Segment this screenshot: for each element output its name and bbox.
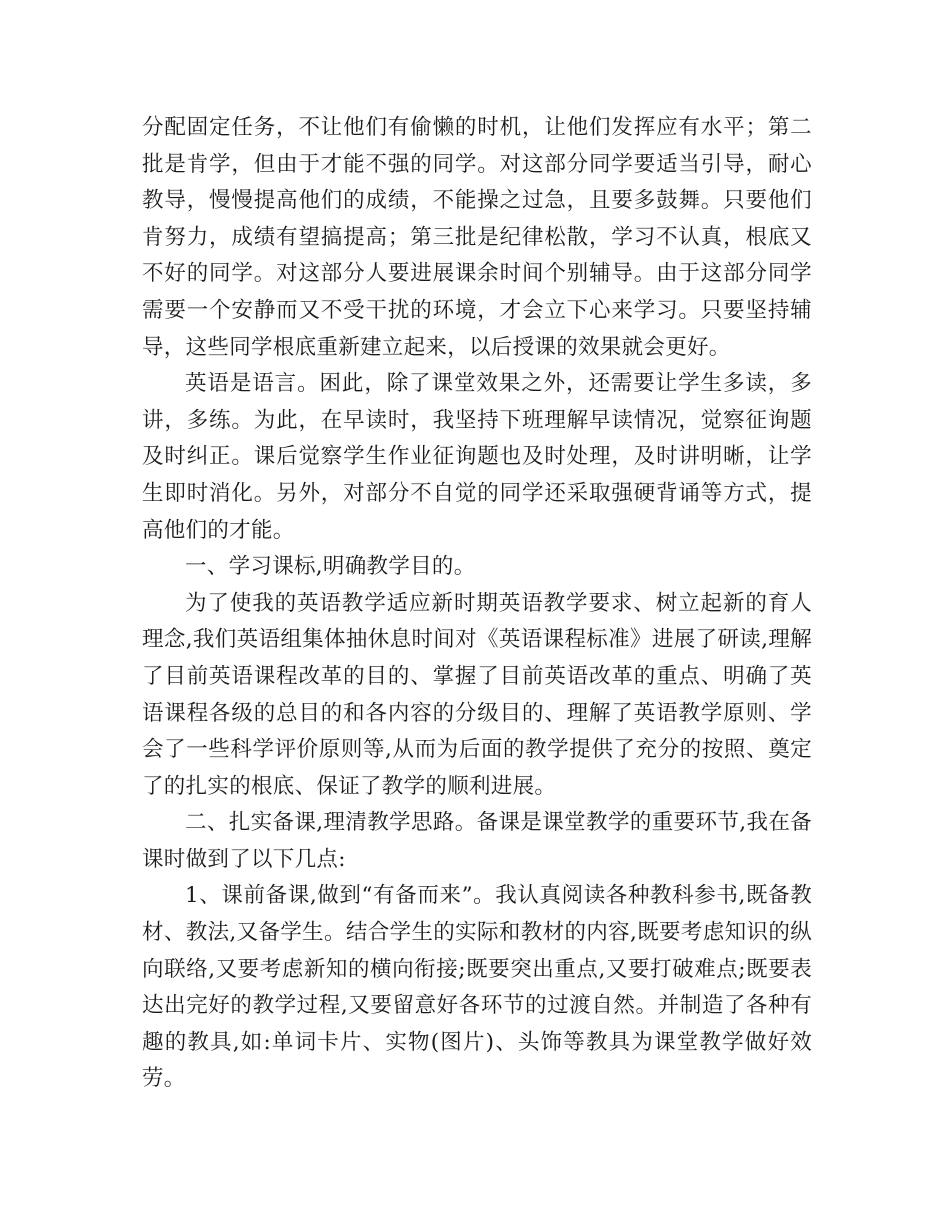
paragraph-english-is-language: 英语是语言。困此，除了课堂效果之外，还需要让学生多读，多讲，多练。为此，在早读时，我坚持下班理解早读情况，觉察征询题及时纠正。课后觉察学生作业征询题也及时处理，及时讲明晰，让学生即时消化。另外，对部分不自觉的同学还采取强硬背诵等方式，提高他们的才能。 bbox=[142, 371, 812, 543]
paragraph-continuation: 分配固定任务，不让他们有偷懒的时机，让他们发挥应有水平；第二批是肯学，但由于才能不强的同学。对这部分同学要适当引导，耐心教导，慢慢提高他们的成绩，不能操之过急，且要多鼓舞。只要他们肯努力，成绩有望搞提高；第三批是纪律松散，学习不认真，根底又不好的同学。对这部分人要进展课余时间个别辅导。由于这部分同学需要一个安静而又不受干扰的环境，才会立下心来学习。只要坚持辅导，这些同学根底重新建立起来，以后授课的效果就会更好。 bbox=[142, 115, 812, 360]
paragraph-curriculum-study: 为了使我的英语教学适应新时期英语教学要求、树立起新的育人理念,我们英语组集体抽休息时间对《英语课程标准》进展了研读,理解了目前英语课程改革的目的、掌握了目前英语改革的重点、明确了英语课程各级的总目的和各内容的分级目的、理解了英语教学原则、学会了一些科学评价原则等,从而为后面的教学提供了充分的按照、奠定了的扎实的根底、保证了教学的顺利进展。 bbox=[142, 590, 812, 799]
document-page bbox=[142, 110, 812, 1098]
paragraph-pre-class-preparation: 1、课前备课,做到“有备而来”。我认真阅读各种教科参书,既备教材、教法,又备学生。结合学生的实际和教材的内容,既要考虑知识的纵向联络,又要考虑新知的横向衔接;既要突出重点,又要打破难点;既要表达出完好的教学过程,又要留意好各环节的过渡自然。并制造了各种有趣的教具,如:单词卡片、实物(图片)、头饰等教具为课堂教学做好效劳。 bbox=[142, 883, 812, 1092]
heading-lesson-preparation: 二、扎实备课,理清教学思路。备课是课堂教学的重要环节,我在备课时做到了以下几点: bbox=[142, 810, 812, 872]
heading-study-curriculum: 一、学习课标,明确教学目的。 bbox=[185, 554, 476, 580]
